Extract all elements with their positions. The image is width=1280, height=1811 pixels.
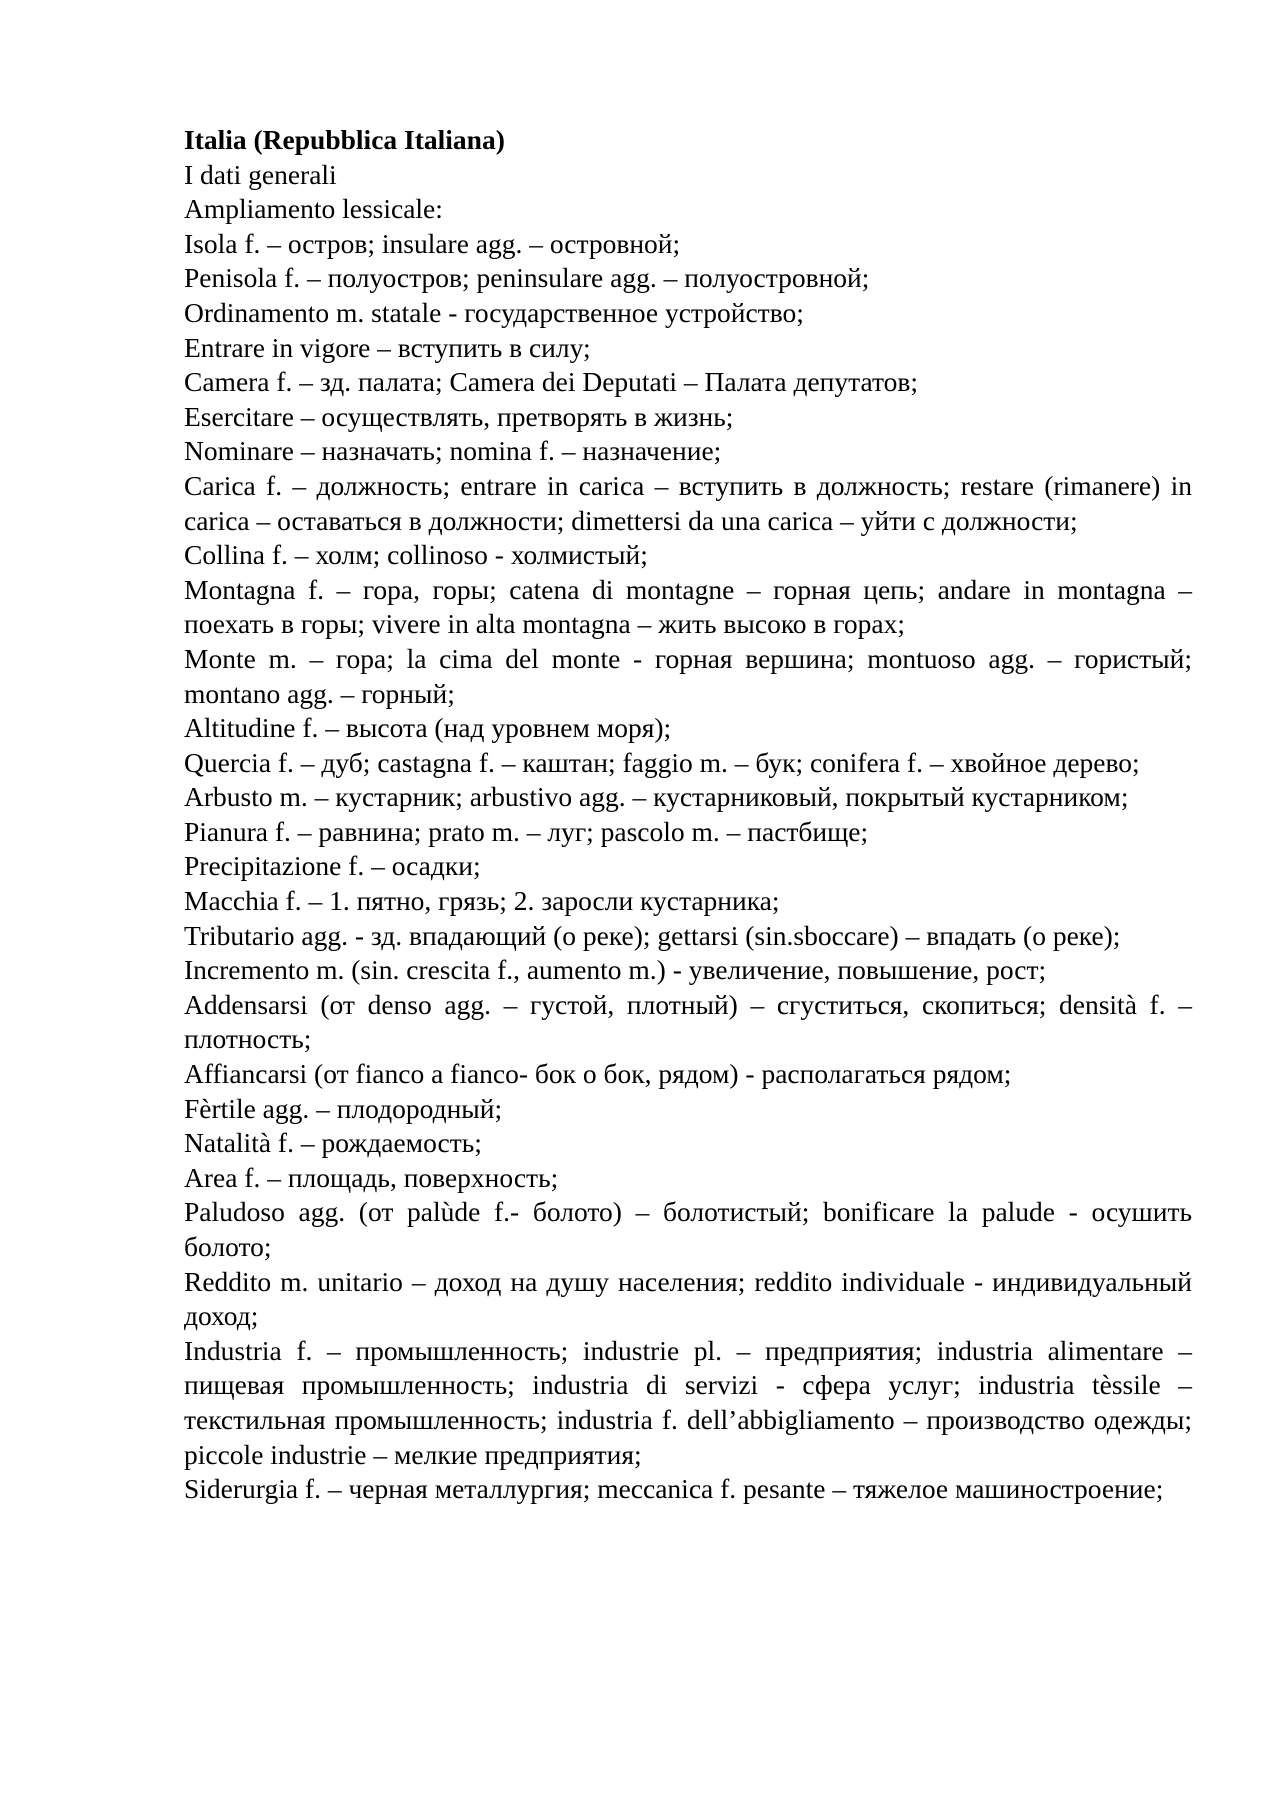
vocab-entry-industria: Industria f. – промышленность; industrie pl. – предприятия; industria alimentare – пищевая промышленность; industria di servizi - сфера услуг; industria tèssile – текстильная промышленность; industria f. dell’abbigliamento – производство одежды; piccole industrie – мелкие предприятия; [184,1334,1192,1470]
vocab-entry-fertile: Fèrtile agg. – плодородный; [184,1092,503,1124]
vocab-entry-tributario: Tributario agg. - зд. впадающий (о реке); gettarsi (sin.sboccare) – впадать (о реке); [184,919,1121,951]
vocab-entry-area: Area f. – площадь, поверхность; [184,1161,559,1193]
vocab-entry-addensarsi: Addensarsi (от denso agg. – густой, плотный) – сгуститься, скопиться; densità f. –плотность; [184,988,1192,1055]
vocab-entry-precipitazione: Precipitazione f. – осадки; [184,850,481,882]
vocab-entry-isola: Isola f. – остров; insulare agg. – островной; [184,227,681,259]
vocab-entry-paludoso: Paludoso agg. (от palùde f.- болото) – болотистый; bonificare la palude - осушить болото; [184,1196,1192,1262]
vocab-entry-nominare: Nominare – назначать; nomina f. – назначение; [184,435,722,467]
vocab-entry-montagna: Montagna f. – гора, горы; catena di montagne – горная цепь; andare in montagna – поехать в горы; vivere in alta montagna – жить высоко в горах; [184,573,1192,640]
vocab-entry-carica: Carica f. – должность; entrare in carica – вступить в должность; restare (rimanere) in carica – оставаться в должности; dimettersi da una carica – уйти с должности; [184,469,1192,536]
vocab-entry-natalita: Natalità f. – рождаемость; [184,1127,482,1159]
vocab-entry-macchia: Macchia f. – 1. пятно, грязь; 2. заросли кустарника; [184,885,780,917]
vocab-entry-ordinamento: Ordinamento m. statale - государственное устройство; [184,296,804,328]
vocab-entry-siderurgia: Siderurgia f. – черная металлургия; meccanica f. pesante – тяжелое машиностроение; [184,1473,1164,1505]
vocab-entry-collina: Collina f. – холм; collinoso - холмистый; [184,539,648,571]
vocab-entry-quercia: Quercia f. – дуб; castagna f. – каштан; faggio m. – бук; conifera f. – хвойное дерево; [184,746,1140,778]
section-heading: Ampliamento lessicale: [184,193,443,225]
vocab-entry-arbusto: Arbusto m. – кустарник; arbustivo agg. – кустарниковый, покрытый кустарником; [184,781,1129,813]
vocab-entry-entrare-in-vigore: Entrare in vigore – вступить в силу; [184,331,591,363]
document-subtitle: I dati generali [184,158,337,190]
vocab-entry-pianura: Pianura f. – равнина; prato m. – луг; pascolo m. – пастбище; [184,815,869,847]
vocab-entry-penisola: Penisola f. – полуостров; peninsulare agg. – полуостровной; [184,262,870,294]
vocab-entry-incremento: Incremento m. (sin. crescita f., aumento m.) - увеличение, повышение, рост; [184,954,1047,986]
vocab-entry-altitudine: Altitudine f. – высота (над уровнем моря); [184,712,672,744]
vocab-entry-camera: Camera f. – зд. палата; Camera dei Deputati – Палата депутатов; [184,366,919,398]
document-title: Italia (Repubblica Italiana) [184,124,505,155]
vocab-entry-esercitare: Esercitare – осуществлять, претворять в жизнь; [184,400,734,432]
vocab-entry-affiancarsi: Affiancarsi (от fianco a fianco- бок о бок, рядом) - располагаться рядом; [184,1058,1012,1090]
vocab-entry-monte: Monte m. – гора; la cima del monte - горная вершина; montuoso agg. – гористый; montano agg. – горный; [184,642,1192,709]
document-body [184,123,1192,1507]
vocab-entry-reddito: Reddito m. unitario – доход на душу населения; reddito individuale - индивидуальный доход; [184,1265,1192,1332]
